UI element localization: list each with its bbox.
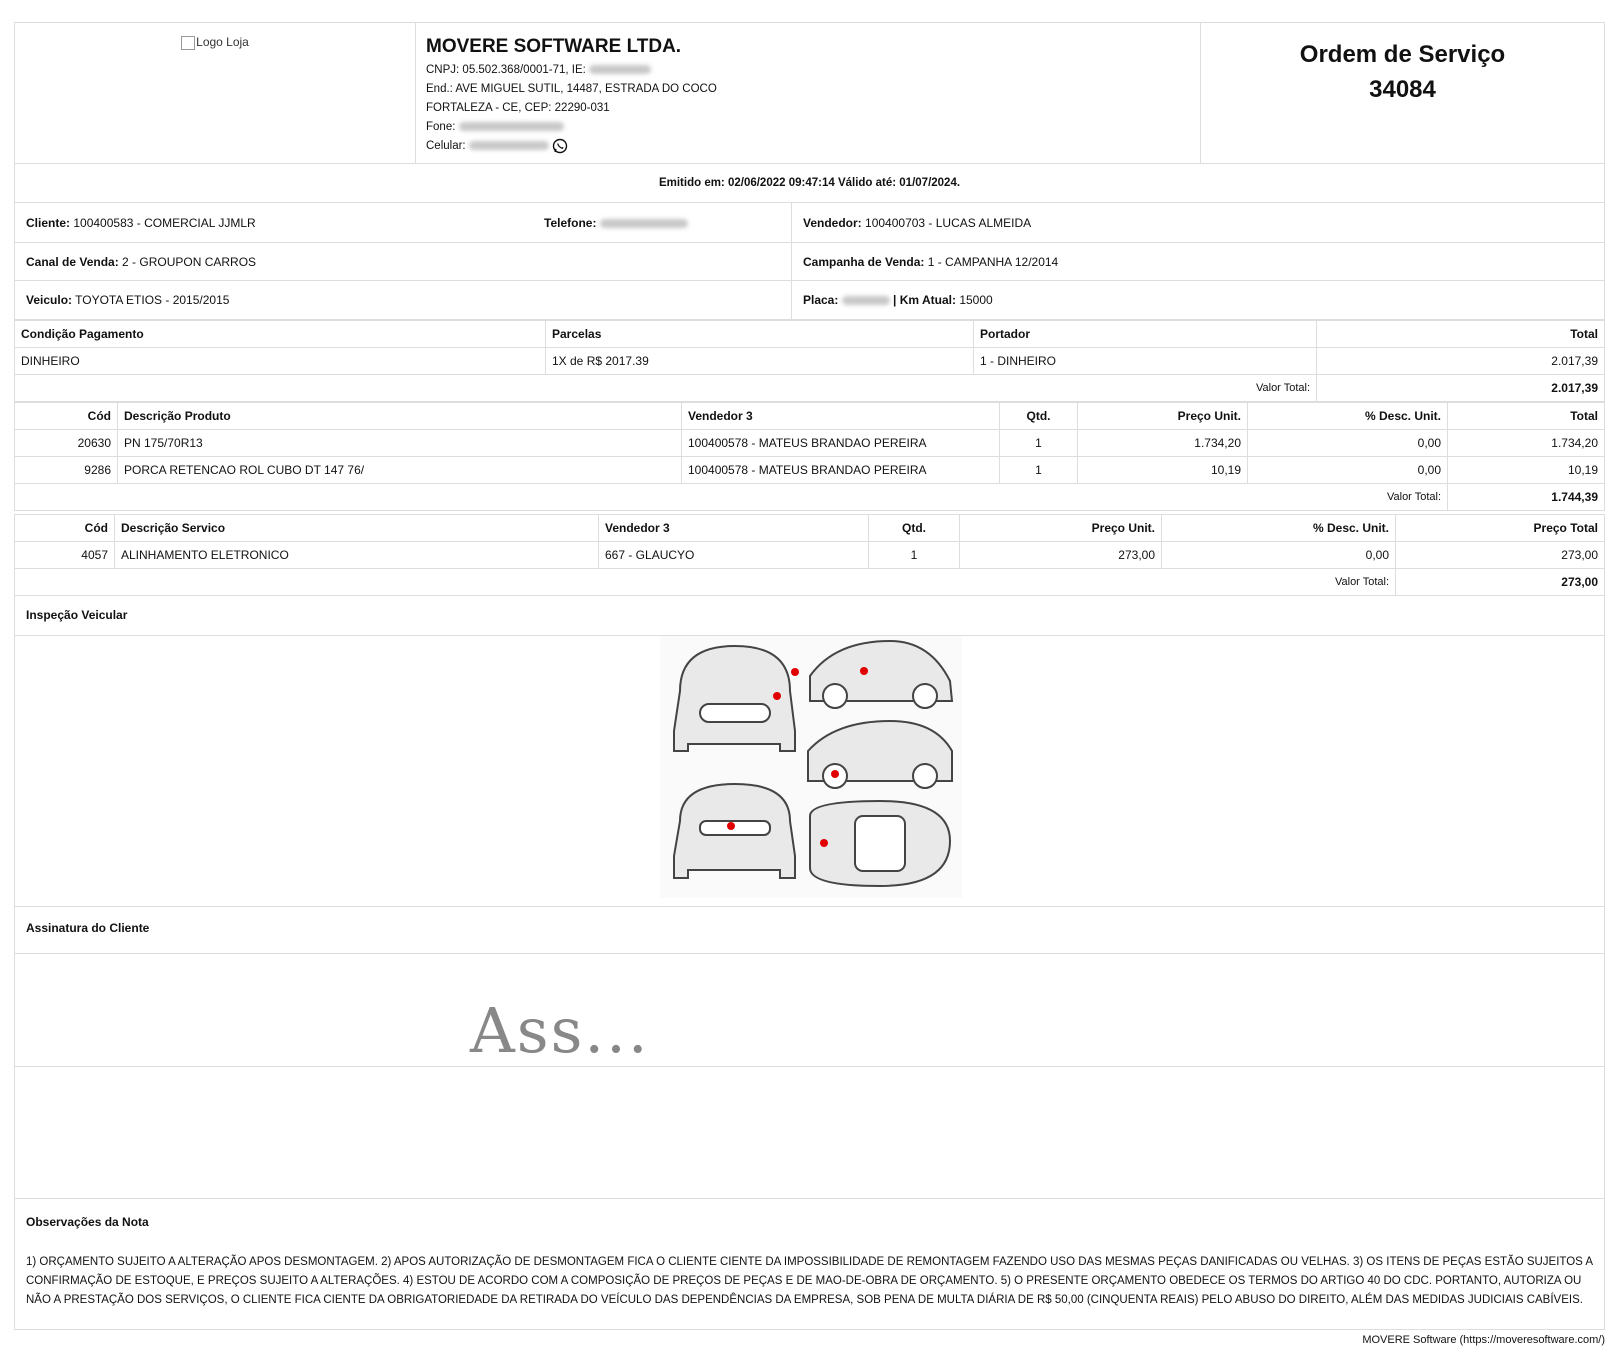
services-col-discount: % Desc. Unit.: [1162, 515, 1396, 542]
whatsapp-icon[interactable]: [552, 138, 568, 154]
channel-value: 2 - GROUPON CARROS: [122, 254, 257, 269]
products-total-row: [15, 484, 1605, 511]
damage-mark: [773, 692, 781, 700]
vehicle-row: [14, 281, 1605, 320]
products-total-value: 1.744,39: [1448, 484, 1605, 511]
redacted-ie: [589, 65, 651, 74]
logo-alt-text: Logo Loja: [196, 35, 249, 49]
services-col-code: Cód: [15, 515, 115, 542]
redacted-mobile: [469, 141, 549, 150]
products-col-seller: Vendedor 3: [682, 403, 1000, 430]
signature-header: [14, 906, 1605, 953]
table-row: [15, 457, 1605, 484]
product-total: 1.734,20: [1448, 430, 1605, 457]
payment-condition: DINHEIRO: [15, 348, 546, 375]
service-description: ALINHAMENTO ELETRONICO: [115, 542, 599, 569]
damage-mark: [820, 839, 828, 847]
payment-total-label: Valor Total:: [15, 375, 1317, 402]
services-total-row: [15, 569, 1605, 596]
broken-image-icon: [181, 36, 195, 50]
notes-title: Observações da Nota: [26, 1215, 149, 1229]
product-unit-price: 10,19: [1078, 457, 1248, 484]
client-label: Cliente:: [26, 215, 71, 230]
service-order-document: [14, 22, 1605, 1346]
payment-installments: 1X de R$ 2017.39: [546, 348, 974, 375]
document-title: Ordem de Serviço: [1299, 41, 1506, 68]
vehicle-inspection-diagram: [14, 636, 1605, 906]
address-line: End.: AVE MIGUEL SUTIL, 14487, ESTRADA DO COCO: [426, 83, 717, 95]
channel-row: [14, 243, 1605, 281]
store-logo: [15, 23, 416, 163]
redacted-phone: [459, 122, 564, 131]
cnpj-line: CNPJ: 05.502.368/0001-71, IE:: [426, 64, 586, 76]
service-code: 4057: [15, 542, 115, 569]
services-col-description: Descrição Servico: [115, 515, 599, 542]
service-unit-price: 273,00: [960, 542, 1162, 569]
document-number: 34084: [1369, 76, 1436, 103]
services-total-label: Valor Total:: [15, 569, 1396, 596]
services-header-row: [15, 515, 1605, 542]
footer-credit: MOVERE Software (https://moveresoftware.com/): [1362, 1334, 1605, 1346]
issued-line: [14, 164, 1605, 203]
product-qty: 1: [1000, 430, 1078, 457]
payment-total-row: [15, 375, 1605, 402]
city-line: FORTALEZA - CE, CEP: 22290-031: [426, 102, 610, 114]
damage-mark: [727, 822, 735, 830]
notes-text: 1) ORÇAMENTO SUJEITO A ALTERAÇÃO APOS DESMONTAGEM. 2) APOS AUTORIZAÇÃO DE DESMONTAGEM FICA O CLIENTE CIENTE DA IMPOSSIBILIDADE DE REMONTAGEM FAZENDO USO DAS MESMAS PEÇAS DANIFICADAS OU VELHAS. 3) OS ITENS DE PEÇAS ESTÃO SUJEITOS A CONFIRMAÇÃO DE ESTOQUE, E PREÇOS SUJEITO A ALTERAÇÕES. 4) ESTOU DE ACORDO COM A COMPOSIÇÃO DE PREÇOS DE PEÇAS E DE MAO-DE-OBRA DE ORÇAMENTO. 5) O PRESENTE ORÇAMENTO OBEDECE OS TERMOS DO ARTIGO 40 DO CDC. PORTANTO, AUTORIZA OU NÃO A PRESTAÇÃO DOS SERVIÇOS, O CLIENTE FICA CIENTE DA OBRIGATORIEDADE DA RETIRADA DO VEÍCULO DAS DEPENDÊNCIAS DA EMPRESA, SOB PENA DE MULTA DIÁRIA DE R$ 50,00 (CINQUENTA REAIS) PELO ABUSO DO DIREITO, ALÉM DAS MEDIDAS JUDICIAIS CABÍVEIS.: [26, 1256, 1593, 1306]
product-description: PORCA RETENCAO ROL CUBO DT 147 76/: [118, 457, 682, 484]
company-name: MOVERE SOFTWARE LTDA.: [426, 36, 682, 57]
payment-carrier: 1 - DINHEIRO: [974, 348, 1317, 375]
vehicle-value: TOYOTA ETIOS - 2015/2015: [75, 293, 230, 307]
table-row: [15, 348, 1605, 375]
km-label: | Km Atual:: [893, 293, 956, 307]
inspection-title: Inspeção Veicular: [26, 608, 128, 622]
redacted-client-phone: [600, 219, 688, 228]
payment-col-condition: Condição Pagamento: [15, 321, 546, 348]
payment-table: [14, 320, 1605, 402]
inspection-header: [14, 596, 1605, 636]
km-value: 15000: [959, 293, 993, 307]
table-row: [15, 430, 1605, 457]
payment-col-installments: Parcelas: [546, 321, 974, 348]
product-qty: 1: [1000, 457, 1078, 484]
plate-label: Placa:: [803, 293, 839, 307]
client-value: 100400583 - COMERCIAL JJMLR: [73, 215, 256, 230]
products-col-unit-price: Preço Unit.: [1078, 403, 1248, 430]
document-header: [14, 22, 1605, 164]
vehicle-label: Veiculo:: [26, 293, 73, 307]
services-total-value: 273,00: [1396, 569, 1605, 596]
product-code: 9286: [15, 457, 118, 484]
signature-title: Assinatura do Cliente: [26, 921, 150, 935]
services-col-seller: Vendedor 3: [599, 515, 869, 542]
service-discount: 0,00: [1162, 542, 1396, 569]
payment-col-carrier: Portador: [974, 321, 1317, 348]
redacted-plate: [842, 296, 890, 305]
notes-section: [14, 1199, 1605, 1330]
signature-area: [14, 953, 1605, 1199]
phone-label: Fone:: [426, 121, 456, 133]
document-title-block: [1201, 23, 1604, 163]
products-col-discount: % Desc. Unit.: [1248, 403, 1448, 430]
products-col-description: Descrição Produto: [118, 403, 682, 430]
service-seller: 667 - GLAUCYO: [599, 542, 869, 569]
services-col-qty: Qtd.: [869, 515, 960, 542]
products-header-row: [15, 403, 1605, 430]
campaign-label: Campanha de Venda:: [803, 254, 925, 269]
client-row: [14, 203, 1605, 243]
product-seller: 100400578 - MATEUS BRANDAO PEREIRA: [682, 457, 1000, 484]
products-total-label: Valor Total:: [15, 484, 1448, 511]
company-info: [416, 23, 1201, 163]
products-col-code: Cód: [15, 403, 118, 430]
services-col-total: Preço Total: [1396, 515, 1605, 542]
damage-mark: [831, 770, 839, 778]
payment-total: 2.017,39: [1317, 348, 1605, 375]
product-code: 20630: [15, 430, 118, 457]
phone-label-client: Telefone:: [544, 215, 597, 230]
product-description: PN 175/70R13: [118, 430, 682, 457]
damage-mark: [860, 667, 868, 675]
products-table: [14, 402, 1605, 511]
table-row: [15, 542, 1605, 569]
product-seller: 100400578 - MATEUS BRANDAO PEREIRA: [682, 430, 1000, 457]
campaign-value: 1 - CAMPANHA 12/2014: [927, 254, 1059, 269]
product-total: 10,19: [1448, 457, 1605, 484]
payment-header-row: [15, 321, 1605, 348]
seller-value: 100400703 - LUCAS ALMEIDA: [865, 215, 1032, 230]
seller-label: Vendedor:: [803, 215, 862, 230]
products-col-total: Total: [1448, 403, 1605, 430]
signature-line: [15, 1066, 1604, 1067]
products-col-qty: Qtd.: [1000, 403, 1078, 430]
car-damage-diagram: [660, 636, 962, 898]
service-total: 273,00: [1396, 542, 1605, 569]
issued-text: Emitido em: 02/06/2022 09:47:14 Válido até: 01/07/2024.: [658, 177, 961, 189]
service-qty: 1: [869, 542, 960, 569]
mobile-label: Celular:: [426, 140, 466, 152]
payment-total-value: 2.017,39: [1317, 375, 1605, 402]
product-unit-price: 1.734,20: [1078, 430, 1248, 457]
product-discount: 0,00: [1248, 430, 1448, 457]
services-col-unit-price: Preço Unit.: [960, 515, 1162, 542]
damage-mark: [791, 668, 799, 676]
client-signature: Ass...: [470, 994, 650, 1067]
services-table: [14, 514, 1605, 596]
channel-label: Canal de Venda:: [26, 254, 119, 269]
payment-col-total: Total: [1317, 321, 1605, 348]
product-discount: 0,00: [1248, 457, 1448, 484]
